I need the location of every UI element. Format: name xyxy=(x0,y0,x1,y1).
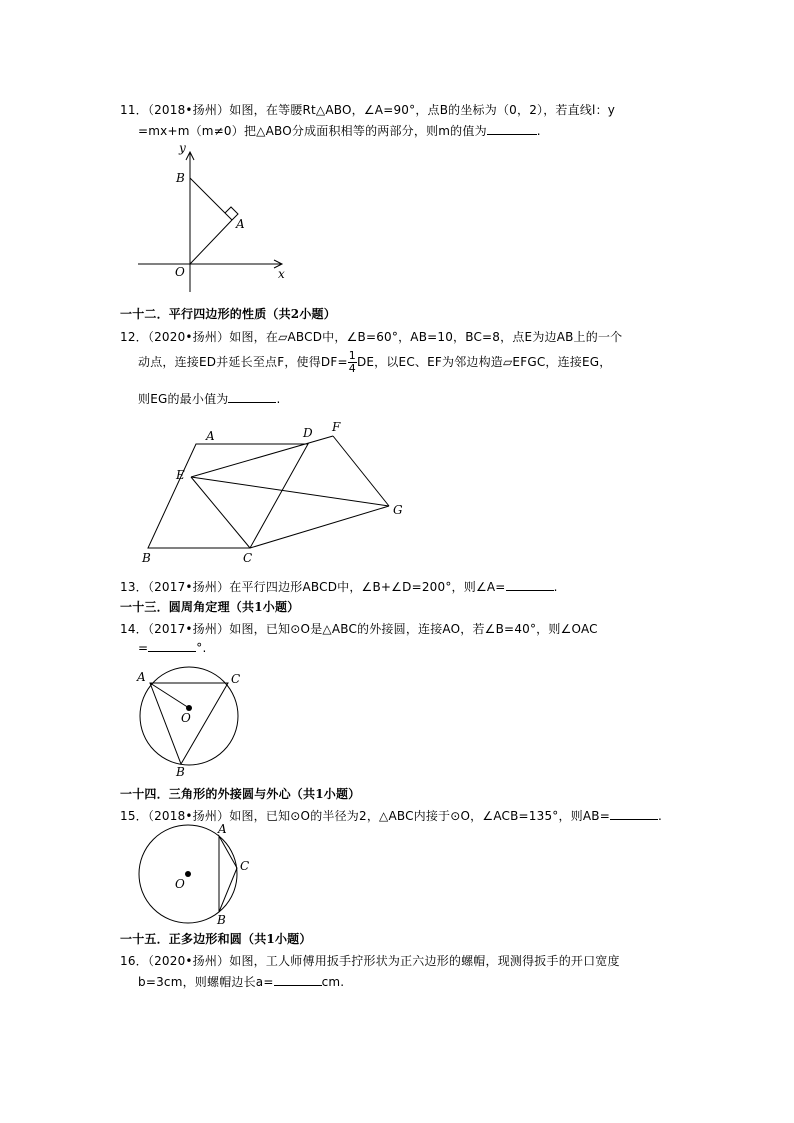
center-dot-icon xyxy=(185,871,191,877)
answer-blank xyxy=(274,975,322,986)
q15-line: 15．（2018•扬州）如图，已知⊙O的半径为2，△ABC内接于⊙O，∠ACB=135°，则AB= . xyxy=(120,809,662,823)
fraction: $\frac{1}{4}$ xyxy=(348,349,356,375)
section-heading: 一十五．正多边形和圆（共1小题） xyxy=(120,932,312,946)
answer-blank xyxy=(148,641,196,652)
segment-ba xyxy=(190,178,232,220)
q14-label-a: A xyxy=(137,670,146,684)
section-heading: 一十二．平行四边形的性质（共2小题） xyxy=(120,307,336,321)
q14-label-b: B xyxy=(176,765,185,779)
q14-line1: 14．（2017•扬州）如图，已知⊙O是△ABC的外接圆，连接AO，若∠B=40°，则∠OAC xyxy=(120,622,598,636)
parallelogram-abcd xyxy=(148,444,308,548)
q11-label-x: x xyxy=(278,267,285,281)
q11-line1: 11．（2018•扬州）如图，在等腰Rt△ABO，∠A=90°，点B的坐标为（0，2），若直线l：y xyxy=(120,103,616,117)
q12-label-a: A xyxy=(206,429,215,443)
q16-line2: b=3cm，则螺帽边长a= cm. xyxy=(138,975,345,989)
q13-line: 13．（2017•扬州）在平行四边形ABCD中，∠B+∠D=200°，则∠A= . xyxy=(120,580,558,594)
q15-label-a: A xyxy=(218,822,227,836)
q15-label-b: B xyxy=(217,913,226,927)
q14-line2: = °. xyxy=(138,641,207,655)
q11-label-y: y xyxy=(179,141,186,155)
q14-label-c: C xyxy=(231,672,241,686)
triangle-abc xyxy=(219,836,237,912)
segment-fg xyxy=(333,436,389,506)
q15-label-c: C xyxy=(240,859,250,873)
section-heading: 一十四．三角形的外接圆与外心（共1小题） xyxy=(120,787,361,801)
q12-label-b: B xyxy=(142,551,151,565)
q12-line2: 动点，连接ED并延长至点F，使得DF= $\frac{1}{4}$ DE，以EC、EF为邻边构造▱EFGC，连接EG， xyxy=(138,349,612,375)
q11-line2: =mx+m（m≠0）把△ABO分成面积相等的两部分，则m的值为 . xyxy=(138,124,541,138)
segment-ao xyxy=(150,683,189,708)
q11-figure xyxy=(138,152,282,292)
answer-blank xyxy=(610,809,658,820)
q11-label-o: O xyxy=(175,265,185,279)
q12-label-g: G xyxy=(393,503,403,517)
q16-line1: 16．（2020•扬州）如图，工人师傅用扳手拧形状为正六边形的螺帽，现测得扳手的开口宽度 xyxy=(120,954,620,968)
q15-label-o: O xyxy=(175,877,185,891)
segment-ec xyxy=(191,477,250,548)
q12-figure xyxy=(148,436,389,548)
q11-label-b: B xyxy=(176,171,185,185)
q12-line1: 12．（2020•扬州）如图，在▱ABCD中，∠B=60°，AB=10，BC=8，点E为边AB上的一个 xyxy=(120,330,623,344)
segment-gc xyxy=(250,506,389,548)
q14-label-o: O xyxy=(181,711,191,725)
section-heading: 一十三．圆周角定理（共1小题） xyxy=(120,600,300,614)
q12-label-f: F xyxy=(332,420,341,434)
q12-line3: 则EG的最小值为 . xyxy=(138,392,281,406)
q11-label-a: A xyxy=(236,217,245,231)
q12-label-d: D xyxy=(303,426,313,440)
q12-label-c: C xyxy=(243,551,253,565)
answer-blank xyxy=(228,392,276,403)
q12-label-e: E xyxy=(176,468,185,482)
segment-eg xyxy=(191,477,389,506)
segment-ao xyxy=(190,220,232,264)
answer-blank xyxy=(506,580,554,591)
